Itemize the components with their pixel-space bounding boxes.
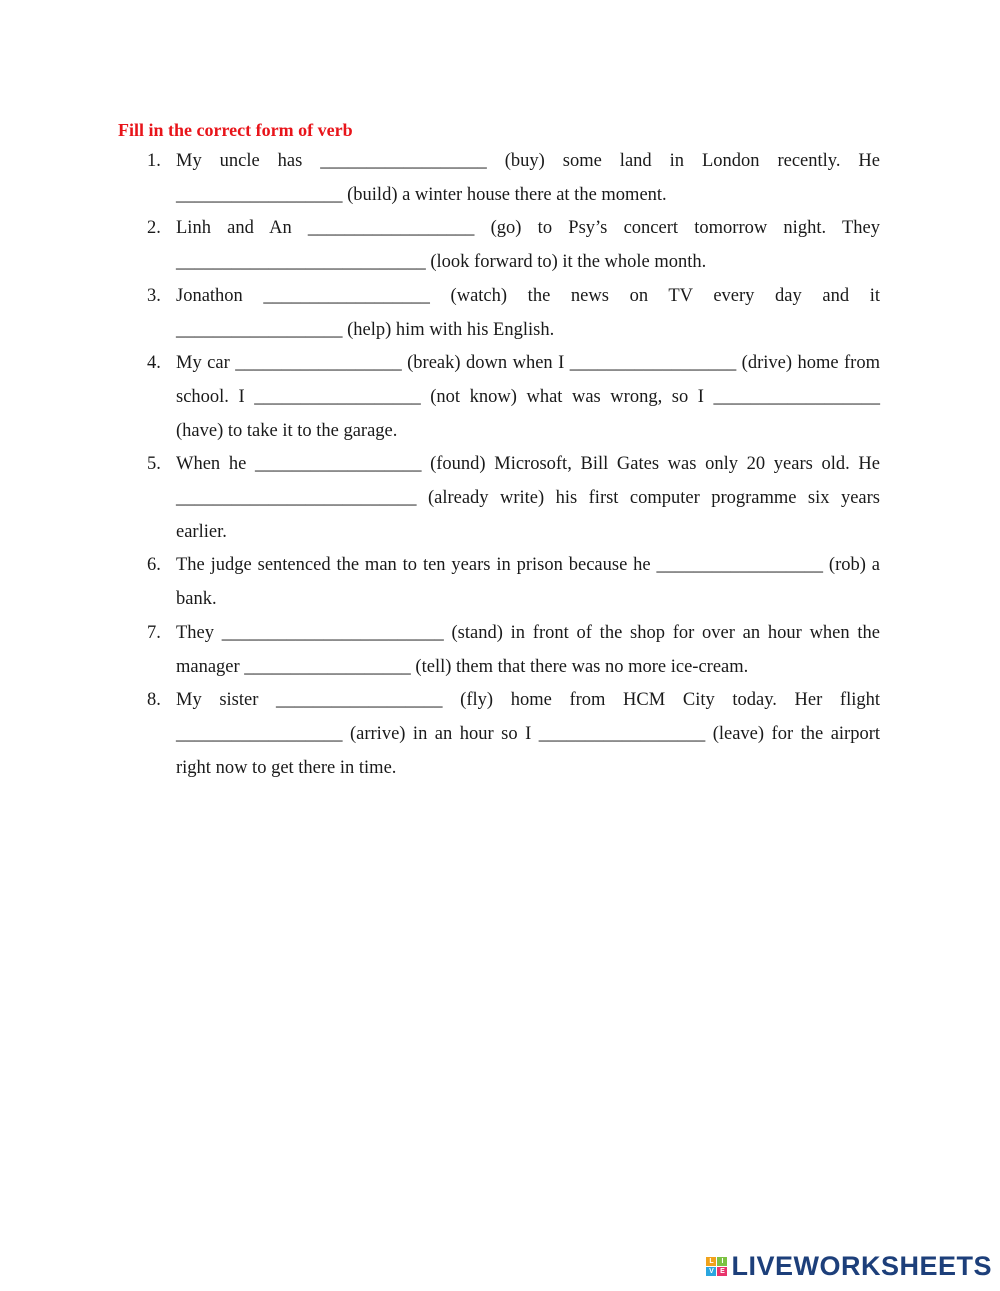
item-text: My uncle has __________________ (buy) some land in London recently. He __________________ (build) a winter house there at the moment.	[176, 151, 880, 205]
exercise-item-4	[118, 347, 880, 448]
exercise-item-8	[118, 684, 880, 785]
item-text: They ________________________ (stand) in front of the shop for over an hour when the manager __________________ (tell) them that there was no more ice-cream.	[176, 622, 880, 677]
liveworksheets-logo[interactable]	[706, 1251, 992, 1281]
logo-block-v: V	[706, 1267, 716, 1276]
logo-block-i: I	[717, 1257, 727, 1266]
item-number: 7.	[147, 622, 161, 643]
item-text: Jonathon __________________ (watch) the news on TV every day and it __________________ (help) him with his English.	[176, 285, 880, 340]
item-number: 8.	[147, 690, 161, 711]
exercise-item-7	[118, 617, 880, 684]
logo-block-l: L	[706, 1257, 716, 1266]
item-number: 3.	[147, 285, 161, 306]
exercise-item-3	[118, 280, 880, 347]
item-text: My car __________________ (break) down when I __________________ (drive) home from school. I __________________ (not know) what was wrong, so I __________________ (have) to take it to the garage.	[176, 353, 880, 441]
item-text: My sister __________________ (fly) home from HCM City today. Her flight __________________ (arrive) in an hour so I __________________ (leave) for the airport right now to get there in time.	[176, 690, 880, 778]
exercise-item-5	[118, 448, 880, 549]
worksheet-title: Fill in the correct form of verb	[118, 120, 353, 140]
item-number: 2.	[147, 218, 161, 239]
exercise-item-1	[118, 145, 880, 212]
item-number: 6.	[147, 555, 161, 576]
logo-text: LIVEWORKSHEETS	[731, 1251, 992, 1281]
item-number: 4.	[147, 353, 161, 374]
item-text: Linh and An __________________ (go) to Psy’s concert tomorrow night. They ___________________________ (look forward to) it the whole month.	[176, 218, 880, 273]
item-text: The judge sentenced the man to ten years in prison because he __________________ (rob) a bank.	[176, 555, 880, 610]
item-number: 1.	[147, 151, 161, 171]
exercise-item-6	[118, 549, 880, 616]
logo-block-e: E	[717, 1267, 727, 1276]
item-text: When he __________________ (found) Microsoft, Bill Gates was only 20 years old. He __________________________ (already write) his first computer programme six years earlier.	[176, 454, 880, 542]
exercise-item-2	[118, 212, 880, 279]
exercise-list	[118, 145, 880, 785]
live-blocks-icon	[706, 1257, 727, 1276]
item-number: 5.	[147, 454, 161, 475]
